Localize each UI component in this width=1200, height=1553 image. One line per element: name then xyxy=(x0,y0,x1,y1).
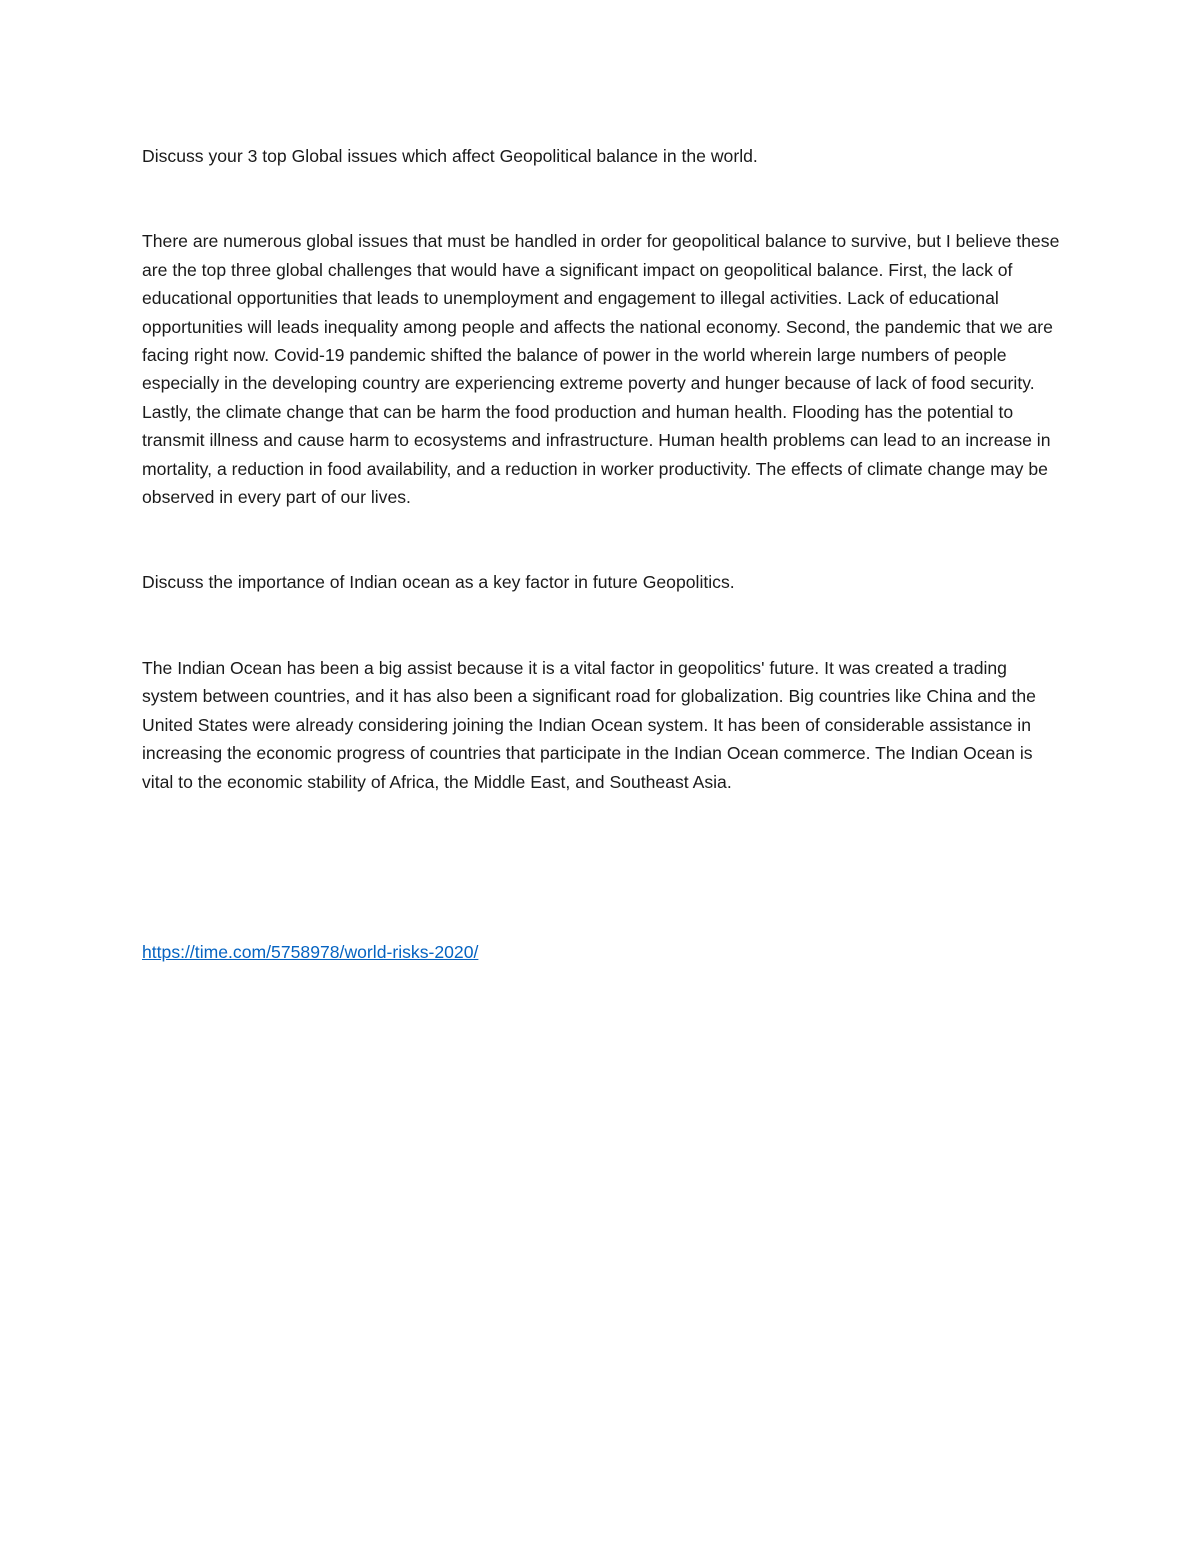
reference-link[interactable]: https://time.com/5758978/world-risks-2020/ xyxy=(142,941,479,962)
answer-1: There are numerous global issues that must be handled in order for geopolitical balance to survive, but I believe these are the top three global challenges that would have a significant impact on geopolitical balance. First, the lack of educational opportunities that leads to unemployment and engagement to illegal activities. Lack of educational opportunities will leads inequality among people and affects the national economy. Second, the pandemic that we are facing right now. Covid-19 pandemic shifted the balance of power in the world wherein large numbers of people especially in the developing country are experiencing extreme poverty and hunger because of lack of food security. Lastly, the climate change that can be harm the food production and human health. Flooding has the potential to transmit illness and cause harm to ecosystems and infrastructure. Human health problems can lead to an increase in mortality, a reduction in food availability, and a reduction in worker productivity. The effects of climate change may be observed in every part of our lives. xyxy=(142,231,1060,508)
answer-2: The Indian Ocean has been a big assist because it is a vital factor in geopolitics' future. It was created a trading system between countries, and it has also been a significant road for globalization. Big countries like China and the United States were already considering joining the Indian Ocean system. It has been of considerable assistance in increasing the economic progress of countries that participate in the Indian Ocean commerce. The Indian Ocean is vital to the economic stability of Africa, the Middle East, and Southeast Asia. xyxy=(142,657,1036,792)
reference-link-block xyxy=(142,938,1062,966)
question-1: Discuss your 3 top Global issues which affect Geopolitical balance in the world. xyxy=(142,146,758,166)
document-body xyxy=(142,142,1062,966)
question-2: Discuss the importance of Indian ocean as a key factor in future Geopolitics. xyxy=(142,572,735,593)
